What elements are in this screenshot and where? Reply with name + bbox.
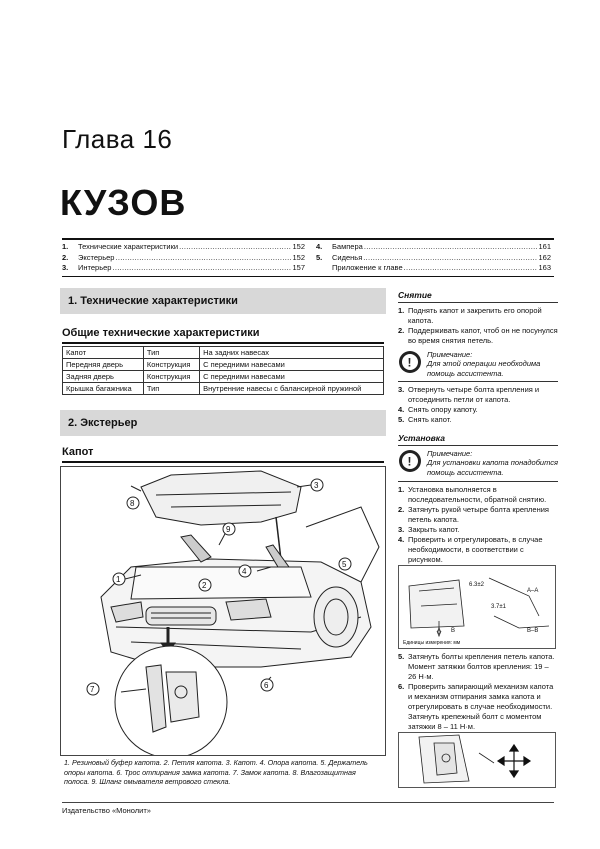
removal-note-head: Примечание:	[427, 349, 473, 359]
step-text: Закрыть капот.	[408, 525, 460, 535]
table-row	[63, 371, 384, 383]
hood-gap-diagram	[399, 566, 555, 648]
step-item	[398, 415, 558, 425]
toc-row	[316, 242, 551, 253]
step-item	[398, 385, 558, 405]
marker-b: B	[451, 628, 456, 634]
dim-label-c: 3.7±1	[491, 604, 506, 610]
step-number: 2.	[398, 325, 405, 335]
table-row	[63, 383, 384, 395]
callout-7: 7	[90, 685, 95, 694]
toc-number: 5.	[316, 252, 323, 262]
step-text: Отвернуть четыре болта крепления и отсоединить петли от капота.	[408, 385, 540, 405]
toc-leader	[179, 242, 291, 253]
step-text: Поднять капот и закрепить его опорой капота.	[408, 305, 542, 325]
step-number: 4.	[398, 535, 405, 545]
removal-heading: Снятие	[398, 290, 432, 300]
step-number: 3.	[398, 385, 405, 395]
toc-page: 162	[538, 252, 551, 262]
step-text: Проверить запирающий механизм капота и механизм отпирания замка капота и отрегулировать в случае необходимости. Затянуть крепежный болт с моментом затяжки 8 – 11 Н·м.	[408, 682, 554, 731]
dim-label-a: 6.3±2	[469, 582, 484, 588]
callout-4: 4	[242, 567, 247, 576]
toc-title: Бампера	[332, 242, 363, 251]
table-row	[63, 359, 384, 371]
table-cell: Тип	[143, 383, 199, 395]
subsection-title: Общие технические характеристики	[62, 327, 260, 339]
hood-subtitle: Капот	[62, 446, 94, 458]
page-title: КУЗОВ	[60, 182, 187, 223]
step-text: Затянуть рукой четыре болта крепления петель капота.	[408, 505, 549, 525]
table-cell: С передними навесами	[200, 371, 384, 383]
table-cell: С передними навесами	[200, 359, 384, 371]
hood-exploded-figure	[60, 466, 386, 784]
removal-note	[398, 350, 558, 379]
latch-diagram	[399, 733, 555, 787]
step-item	[398, 652, 558, 682]
hood-rule	[62, 461, 384, 463]
move-arrows-icon	[498, 745, 530, 777]
table-cell: Задняя дверь	[63, 371, 144, 383]
toc-number: 1.	[62, 242, 69, 251]
toc-page: 161	[538, 242, 551, 251]
figure-caption: 1. Резиновый буфер капота. 2. Петля капота. 3. Капот. 4. Опора капота. 5. Держатель опоры капота. 6. Трос отпирания замка капота. 7. Замок капота. 8. Влагозащитная полоса. 9. Шланг омывателя ветрового стекла.	[60, 755, 386, 789]
section-label-aa: A–A	[527, 588, 539, 594]
install-note-head: Примечание:	[427, 448, 473, 458]
step-item	[398, 405, 558, 415]
step-text: Проверить и отрегулировать, в случае необходимости, в соответствии с рисунком.	[408, 535, 543, 565]
toc-title: Экстерьер	[78, 252, 115, 262]
install-note-rule	[398, 481, 558, 482]
table-cell: Капот	[63, 347, 144, 359]
toc-number: 2.	[62, 252, 69, 262]
car-hood-illustration	[61, 467, 385, 755]
step-item	[398, 505, 558, 525]
toc-title: Технические характеристики	[78, 242, 179, 251]
marker-a: A	[437, 628, 442, 634]
step-number: 4.	[398, 405, 405, 415]
warning-icon	[398, 449, 422, 473]
install-section	[398, 433, 558, 565]
latch-adjust-figure	[398, 732, 556, 788]
toc-title: Сиденья	[332, 252, 363, 262]
toc-leader	[364, 242, 538, 253]
table-cell: Тип	[143, 347, 199, 359]
section-header-exterior: 2. Экстерьер	[60, 410, 386, 436]
step-item	[398, 485, 558, 505]
step-text: Снять капот.	[408, 415, 452, 425]
table-cell: Внутренние навесы с балансирной пружиной	[200, 383, 384, 395]
step-item	[398, 535, 558, 565]
toc-number: 3.	[62, 263, 69, 272]
toc-leader	[115, 253, 291, 264]
removal-steps-b	[398, 385, 558, 425]
table-cell: Конструкция	[143, 371, 199, 383]
step-number: 5.	[398, 415, 405, 425]
units-note: Единицы измерения: мм	[403, 640, 461, 646]
install-heading: Установка	[398, 433, 445, 443]
toc-row	[316, 253, 551, 264]
step-number: 1.	[398, 305, 405, 315]
toc-leader	[112, 263, 291, 274]
chapter-heading: Глава 16	[62, 124, 173, 154]
table-cell: На задних навесах	[200, 347, 384, 359]
toc-title: Приложение к главе	[332, 263, 403, 272]
callout-2: 2	[202, 581, 207, 590]
warning-icon	[398, 350, 422, 374]
toc-leader	[404, 263, 538, 274]
step-text: Снять опору капоту.	[408, 405, 478, 415]
toc-row	[62, 263, 305, 274]
table-row	[63, 347, 384, 359]
step-number: 1.	[398, 485, 405, 495]
toc-row	[316, 263, 551, 274]
step-item	[398, 326, 558, 346]
removal-rule	[398, 302, 558, 303]
subsection-rule	[62, 342, 384, 344]
removal-note-text: Для этой операции необходима помощь ассистента.	[427, 359, 541, 378]
toc-page: 152	[292, 252, 305, 262]
step-number: 5.	[398, 652, 405, 661]
removal-steps-a	[398, 306, 558, 346]
section-header-specs: 1. Технические характеристики	[60, 288, 386, 314]
install-steps-b	[398, 652, 558, 732]
step-number: 3.	[398, 525, 405, 535]
install-steps-a	[398, 485, 558, 565]
install-note	[398, 449, 558, 478]
toc-row	[62, 242, 305, 253]
callout-3: 3	[314, 481, 319, 490]
toc-left	[62, 242, 305, 274]
step-item	[398, 682, 558, 732]
toc-row	[62, 253, 305, 264]
install-note-text: Для установки капота понадобится помощь ассистента.	[427, 458, 559, 477]
spec-table	[62, 346, 384, 395]
toc-right	[316, 242, 551, 274]
toc-leader	[363, 253, 537, 264]
table-cell: Передняя дверь	[63, 359, 144, 371]
toc-page: 152	[292, 242, 305, 251]
toc-bottom-rule	[62, 276, 554, 277]
removal-note-rule	[398, 381, 558, 382]
svg-text:!: !	[407, 454, 412, 469]
toc-page: 163	[538, 263, 551, 272]
toc-top-rule	[62, 238, 554, 240]
callout-8: 8	[130, 499, 135, 508]
publisher-footer: Издательство «Монолит»	[62, 806, 151, 815]
step-item	[398, 306, 558, 326]
callout-6: 6	[264, 681, 269, 690]
step-number: 2.	[398, 505, 405, 515]
install-steps-b-block	[398, 652, 558, 732]
svg-text:!: !	[407, 355, 412, 370]
step-number: 6.	[398, 682, 405, 691]
section-label-bb: B–B	[527, 628, 539, 634]
toc-page: 157	[292, 263, 305, 272]
table-cell: Крышка багажника	[63, 383, 144, 395]
callout-1: 1	[116, 575, 121, 584]
step-text: Затянуть болты крепления петель капота. Момент затяжки болтов крепления: 19 – 26 Н·м.	[408, 652, 555, 681]
toc-title: Интерьер	[78, 263, 112, 272]
install-rule	[398, 445, 558, 446]
callout-5: 5	[342, 560, 347, 569]
hood-gap-figure	[398, 565, 556, 649]
footer-rule	[62, 802, 554, 803]
removal-section	[398, 290, 558, 425]
callout-9: 9	[226, 525, 231, 534]
step-text: Поддерживать капот, чтоб он не посунулся во время снятия петель.	[408, 325, 558, 345]
table-cell: Конструкция	[143, 359, 199, 371]
step-item	[398, 525, 558, 535]
step-text: Установка выполняется в последовательности, обратной снятию.	[408, 485, 547, 505]
toc-number: 4.	[316, 242, 323, 251]
